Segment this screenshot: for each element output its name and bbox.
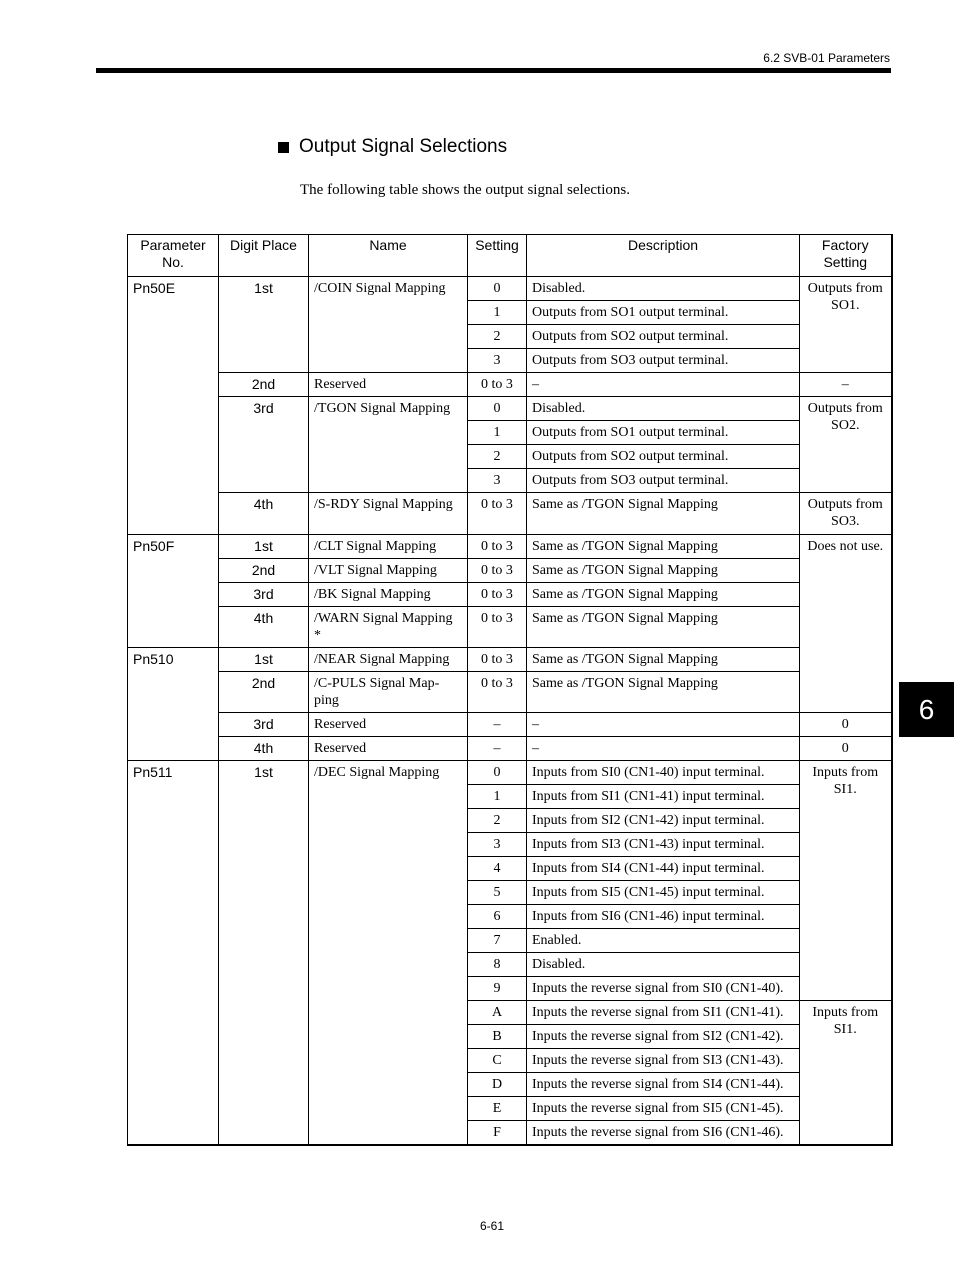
table-row [128, 713, 892, 737]
col-header-digit-place: Digit Place [219, 235, 309, 277]
digit-place: 2nd [219, 672, 309, 713]
header-rule [96, 68, 891, 73]
intro-paragraph: The following table shows the output signal selections. [300, 182, 630, 198]
setting-value: C [468, 1049, 527, 1073]
signal-name: /NEAR Signal Mapping [309, 648, 468, 672]
factory-setting: – [800, 373, 892, 397]
digit-place: 4th [219, 737, 309, 761]
setting-value: 0 to 3 [468, 583, 527, 607]
description: – [527, 373, 800, 397]
signal-name [309, 607, 468, 648]
setting-value: – [468, 713, 527, 737]
description: Inputs the reverse signal from SI6 (CN1-46). [527, 1121, 800, 1146]
setting-value: 0 [468, 761, 527, 785]
digit-place: 4th [219, 607, 309, 648]
col-header-setting: Setting [468, 235, 527, 277]
digit-place: 2nd [219, 559, 309, 583]
setting-value: 8 [468, 953, 527, 977]
signal-name: Reserved [309, 737, 468, 761]
setting-value: 3 [468, 833, 527, 857]
col-header-factory-setting: Factory Setting [800, 235, 892, 277]
section-title-text: Output Signal Selections [299, 136, 508, 157]
description: Inputs from SI2 (CN1-42) input terminal. [527, 809, 800, 833]
factory-setting: Inputs from SI1. [800, 761, 892, 1001]
factory-setting: Outputs from SO1. [800, 277, 892, 373]
description: Inputs the reverse signal from SI1 (CN1-41). [527, 1001, 800, 1025]
digit-place: 1st [219, 648, 309, 672]
setting-value: – [468, 737, 527, 761]
setting-value: 4 [468, 857, 527, 881]
digit-place: 3rd [219, 583, 309, 607]
setting-value: D [468, 1073, 527, 1097]
setting-value: 1 [468, 785, 527, 809]
digit-place: 1st [219, 761, 309, 1146]
description: Inputs the reverse signal from SI2 (CN1-42). [527, 1025, 800, 1049]
setting-value: 0 to 3 [468, 648, 527, 672]
description: Outputs from SO2 output terminal. [527, 325, 800, 349]
description: Inputs from SI4 (CN1-44) input terminal. [527, 857, 800, 881]
signal-name: Reserved [309, 373, 468, 397]
param-no: Pn510 [128, 648, 219, 761]
table-row [128, 535, 892, 559]
signal-name: /BK Signal Mapping [309, 583, 468, 607]
table-row [128, 277, 892, 301]
setting-value: 0 to 3 [468, 607, 527, 648]
description: Same as /TGON Signal Mapping [527, 672, 800, 713]
description: – [527, 737, 800, 761]
factory-setting: 0 [800, 737, 892, 761]
description: Inputs from SI3 (CN1-43) input terminal. [527, 833, 800, 857]
table-row [128, 397, 892, 421]
description: Inputs the reverse signal from SI3 (CN1-43). [527, 1049, 800, 1073]
description: Outputs from SO3 output terminal. [527, 469, 800, 493]
digit-place: 1st [219, 277, 309, 373]
description: Inputs from SI0 (CN1-40) input terminal. [527, 761, 800, 785]
digit-place: 3rd [219, 713, 309, 737]
signal-name-text: /C-PULS Signal Map- [314, 676, 440, 691]
signal-name: Reserved [309, 713, 468, 737]
digit-place: 4th [219, 493, 309, 535]
setting-value: 6 [468, 905, 527, 929]
description: Outputs from SO1 output terminal. [527, 421, 800, 445]
description: Enabled. [527, 929, 800, 953]
section-title [278, 136, 507, 158]
signal-name: /COIN Signal Mapping [309, 277, 468, 373]
table-header-row [128, 235, 892, 277]
signal-name [309, 672, 468, 713]
setting-value: 0 to 3 [468, 535, 527, 559]
table-row [128, 672, 892, 713]
factory-setting: Inputs from SI1. [800, 1001, 892, 1146]
table-row [128, 493, 892, 535]
col-header-description: Description [527, 235, 800, 277]
setting-value: 0 to 3 [468, 373, 527, 397]
chapter-tab: 6 [899, 682, 954, 737]
setting-value: F [468, 1121, 527, 1146]
table-row [128, 559, 892, 583]
digit-place: 3rd [219, 397, 309, 493]
setting-value: 0 to 3 [468, 559, 527, 583]
description: Same as /TGON Signal Mapping [527, 648, 800, 672]
description: Inputs the reverse signal from SI5 (CN1-45). [527, 1097, 800, 1121]
square-bullet-icon [278, 142, 289, 153]
description: Inputs from SI6 (CN1-46) input terminal. [527, 905, 800, 929]
setting-value: 0 to 3 [468, 493, 527, 535]
setting-value: 3 [468, 469, 527, 493]
setting-value: 9 [468, 977, 527, 1001]
setting-value: 5 [468, 881, 527, 905]
description: Outputs from SO3 output terminal. [527, 349, 800, 373]
table-row [128, 373, 892, 397]
signal-name-continued: ping [314, 693, 339, 708]
table-row [128, 607, 892, 648]
col-header-name: Name [309, 235, 468, 277]
description: Inputs the reverse signal from SI4 (CN1-44). [527, 1073, 800, 1097]
output-signal-table [127, 234, 893, 1146]
page-number: 6-61 [479, 1219, 505, 1233]
signal-name: /TGON Signal Mapping [309, 397, 468, 493]
param-no: Pn50F [128, 535, 219, 648]
description: – [527, 713, 800, 737]
description: Inputs the reverse signal from SI0 (CN1-40). [527, 977, 800, 1001]
setting-value: B [468, 1025, 527, 1049]
table-row [128, 648, 892, 672]
setting-value: 2 [468, 809, 527, 833]
factory-setting: 0 [800, 713, 892, 737]
signal-name: /DEC Signal Mapping [309, 761, 468, 1146]
digit-place: 2nd [219, 373, 309, 397]
signal-name: /VLT Signal Mapping [309, 559, 468, 583]
description: Same as /TGON Signal Mapping [527, 607, 800, 648]
footnote-mark: * [314, 628, 321, 643]
factory-setting: Outputs from SO3. [800, 493, 892, 535]
setting-value: 0 [468, 397, 527, 421]
setting-value: 3 [468, 349, 527, 373]
description: Inputs from SI1 (CN1-41) input terminal. [527, 785, 800, 809]
signal-name: /S-RDY Signal Mapping [309, 493, 468, 535]
description: Same as /TGON Signal Mapping [527, 535, 800, 559]
setting-value: 1 [468, 301, 527, 325]
description: Disabled. [527, 953, 800, 977]
description: Outputs from SO2 output terminal. [527, 445, 800, 469]
setting-value: A [468, 1001, 527, 1025]
setting-value: 7 [468, 929, 527, 953]
factory-setting: Outputs from SO2. [800, 397, 892, 493]
param-no: Pn511 [128, 761, 219, 1146]
factory-setting: Does not use. [800, 535, 892, 713]
setting-value: 2 [468, 325, 527, 349]
signal-name: /CLT Signal Mapping [309, 535, 468, 559]
signal-name-text: /WARN Signal Mapping [314, 611, 453, 626]
description: Disabled. [527, 277, 800, 301]
col-header-parameter: Parameter No. [128, 235, 219, 277]
description: Same as /TGON Signal Mapping [527, 583, 800, 607]
description: Same as /TGON Signal Mapping [527, 559, 800, 583]
description: Same as /TGON Signal Mapping [527, 493, 800, 535]
setting-value: 0 [468, 277, 527, 301]
table-row [128, 761, 892, 785]
running-header: 6.2 SVB-01 Parameters [763, 51, 890, 65]
table-row [128, 737, 892, 761]
setting-value: 2 [468, 445, 527, 469]
description: Disabled. [527, 397, 800, 421]
digit-place: 1st [219, 535, 309, 559]
setting-value: E [468, 1097, 527, 1121]
param-no: Pn50E [128, 277, 219, 535]
description: Outputs from SO1 output terminal. [527, 301, 800, 325]
table-row [128, 583, 892, 607]
description: Inputs from SI5 (CN1-45) input terminal. [527, 881, 800, 905]
setting-value: 1 [468, 421, 527, 445]
setting-value: 0 to 3 [468, 672, 527, 713]
